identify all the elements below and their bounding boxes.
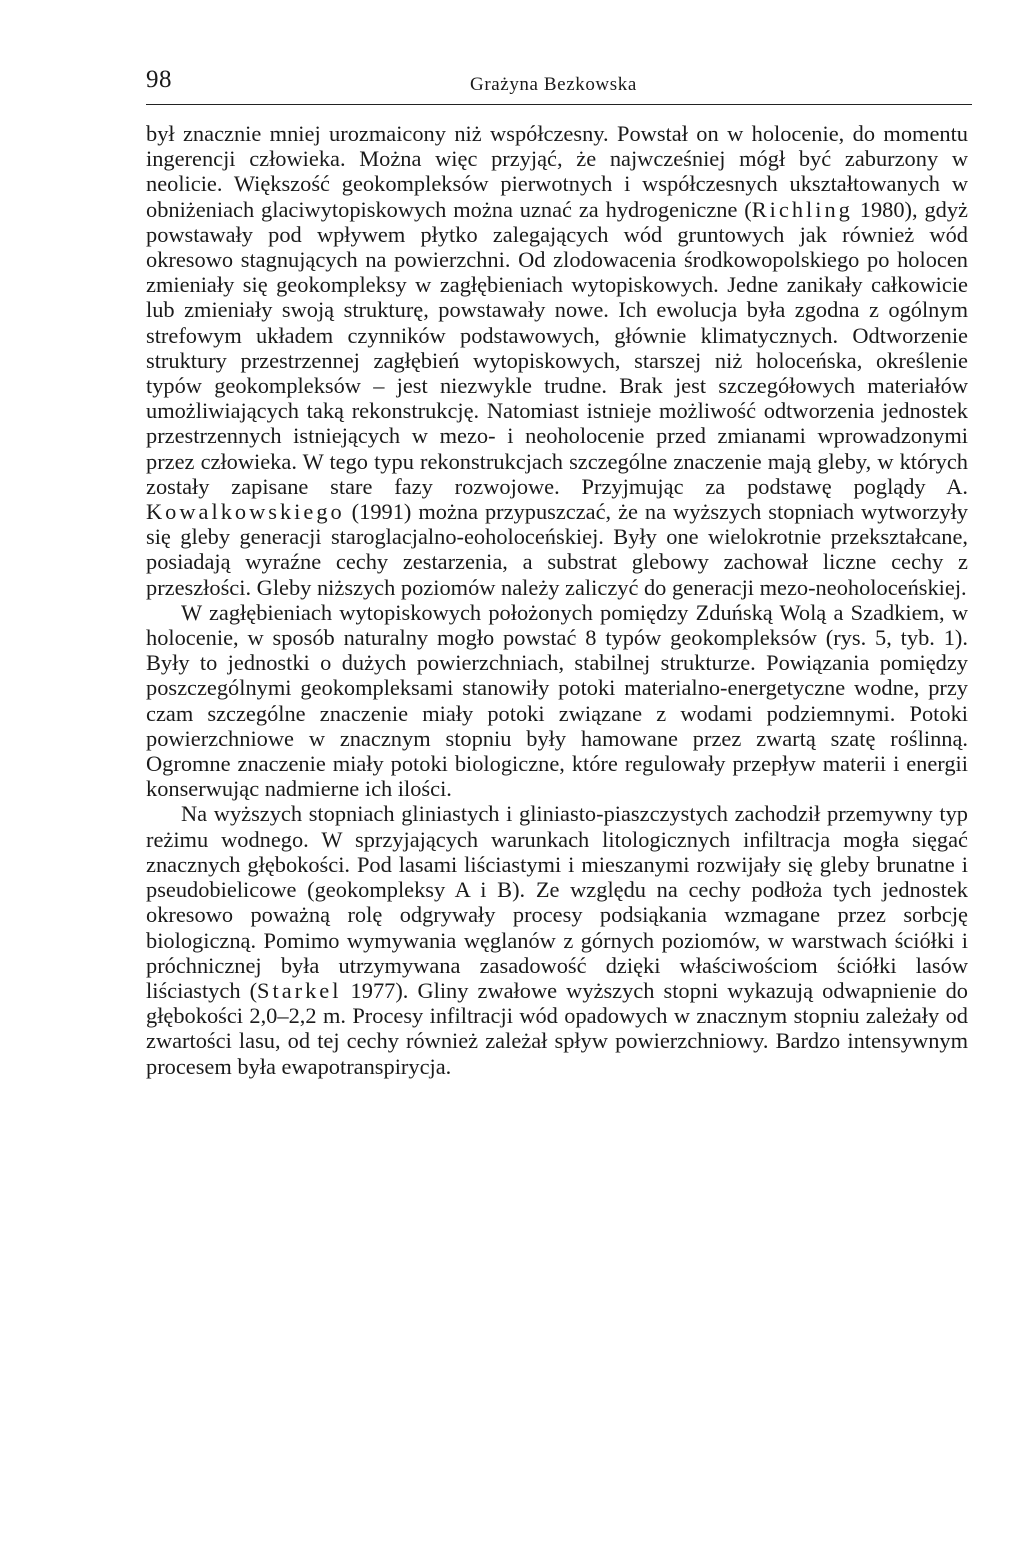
page-header bbox=[146, 64, 972, 105]
text-run: Na wyższych stopniach gliniastych i gliniasto-piaszczystych zachodził przemywny typ reżimu wodnego. W sprzyjających warunkach litologicznych infiltracja mogła sięgać znacznych głębokości. Pod lasami liściastymi i mieszanymi rozwijały się gleby brunatne i pseudobielicowe (geokompleksy A i B). Ze względu na cechy podłoża tych jednostek okresowo poważną rolę odgrywały procesy podsiąkania wzmagane przez sorbcję biologiczną. Pomimo wymywania węglanów z górnych poziomów, w warstwach ściółki i próchnicznej była utrzymywana zasadowość dzięki właściwościom ściółki lasów liściastych ( bbox=[146, 801, 968, 1003]
body-text bbox=[146, 121, 968, 1079]
text-run: 1980), gdyż powstawały pod wpływem płytko zalegających wód gruntowych jak również wód okresowo stagnujących na powierzchni. Od zlodowacenia środkowopolskiego po holocen zmieniały się geokompleksy w zagłębieniach wytopiskowych. Jedne zanikały całkowicie lub zmieniały swoją strukturę, powstawały nowe. Ich ewolucja była zgodna z ogólnym strefowym układem czynników podstawowych, głównie klimatycznych. Odtworzenie struktury przestrzennej zagłębień wytopiskowych, starszej niż holoceńska, określenie typów geokompleksów – jest niezwykle trudne. Brak jest szczegółowych materiałów umożliwiających taką rekonstrukcję. Natomiast istnieje możliwość odtworzenia jednostek przestrzennych istniejących w mezo- i neoholocenie przed zmianami wprowadzonymi przez człowieka. W tego typu rekonstrukcjach szczególne znaczenie mają gleby, w których zostały zapisane stare fazy rozwojowe. Przyjmując za podstawę poglądy A. bbox=[146, 196, 968, 499]
text-run: był znacznie mniej urozmaicony niż współczesny. Powstał on w holocenie, do momentu ingerencji człowieka. Można więc przyjąć, że najwcześniej mógł być zaburzony w neolicie. Większość geokompleksów pierwotnych i współczesnych ukształtowanych w obniżeniach glaciwytopiskowych można uznać za hydrogeniczne ( bbox=[146, 121, 968, 222]
paragraph bbox=[146, 600, 968, 802]
text-run: W zagłębieniach wytopiskowych położonych pomiędzy Zduńską Wolą a Szadkiem, w holocenie, w sposób naturalny mogło powstać 8 typów geokompleksów (rys. 5, tyb. 1). Były to jednostki o dużych powierzchniach, stabilnej strukturze. Powiązania pomiędzy poszczególnymi geokompleksami stanowiły potoki materialno-energetyczne wodne, przy czam szczególne znaczenie miały potoki związane z wodami podziemnymi. Potoki powierzchniowe w znacznym stopniu były hamowane przez zwartą szatę roślinną. Ogromne znaczenie miały potoki biologiczne, które regulowały przepływ materii i energii konserwując nadmierne ich ilości. bbox=[146, 599, 968, 802]
paragraph bbox=[146, 121, 968, 600]
page-number: 98 bbox=[146, 66, 172, 93]
author-name: Kowalkowskiego bbox=[146, 499, 345, 525]
author-name: Starkel bbox=[257, 977, 342, 1003]
running-head: Grażyna Bezkowska bbox=[470, 74, 637, 95]
author-name: Richling bbox=[751, 196, 853, 222]
paragraph bbox=[146, 801, 968, 1078]
text-run: 1977). Gliny zwałowe wyższych stopni wykazują odwapnienie do głębokości 2,0–2,2 m. Procesy infiltracji wód opadowych w znacznym stopniu zależały od zwartości lasu, od tej cechy również zależał spływ powierzchniowy. Bardzo intensywnym procesem była ewapotranspirycja. bbox=[146, 977, 969, 1079]
text-run: (1991) można przypuszczać, że na wyższych stopniach wytworzyły się gleby generacji staroglacjalno-eoholoceńskiej. Były one wielokrotnie przekształcane, posiadają wyraźne cechy zestarzenia, a substrat glebowy zachował liczne cechy z przeszłości. Gleby niższych poziomów należy zaliczyć do generacji mezo-neoholoceńskiej. bbox=[146, 499, 968, 600]
